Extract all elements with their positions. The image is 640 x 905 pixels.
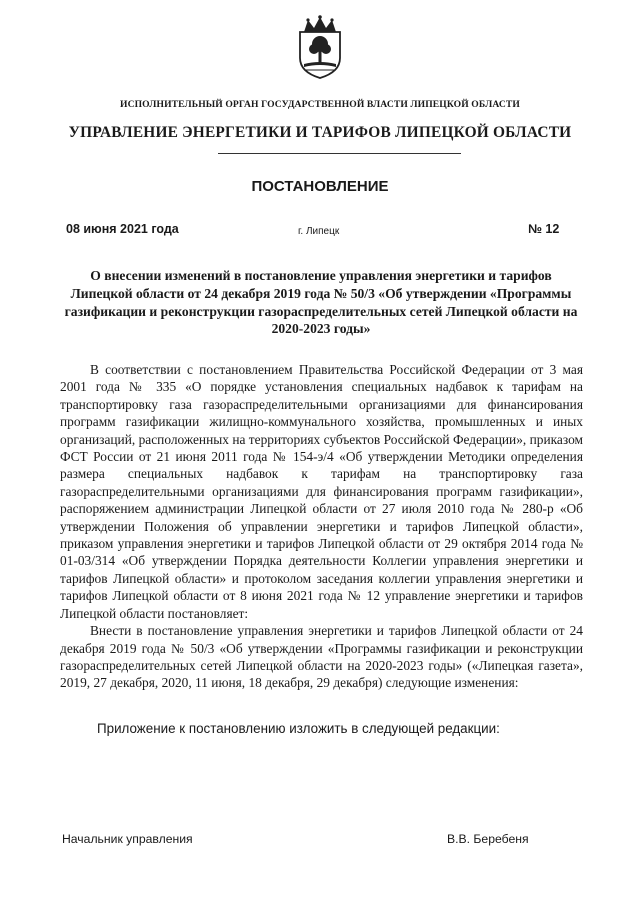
document-body (60, 361, 583, 692)
body-paragraph: В соответствии с постановлением Правительства Российской Федерации от 3 мая 2001 года № 335 «О порядке установления специальных надбавок к тарифам на транспортировку газа газораспределительными организациями для финансирования программ газификации жилищно-коммунального хозяйства, промышленных и иных организаций, расположенных на территориях субъектов Российской Федерации», приказом ФСТ России от 21 июня 2011 года № 154-э/4 «Об утверждении Методики определения размера специальных надбавок к тарифам на транспортировку газа газораспределительными организациями для финансирования программ газификации», распоряжением администрации Липецкой области от 27 июля 2010 года № 280-р «Об утверждении Положения об управлении энергетики и тарифов Липецкой области», приказом управления энергетики и тарифов Липецкой области от 29 октября 2014 года № 01-03/314 «Об утверждении Порядка деятельности Коллегии управления энергетики и тарифов Липецкой области» и протоколом заседания коллегии управления энергетики и тарифов Липецкой области от 8 июня 2021 года № 12 управление энергетики и тарифов Липецкой области постановляет: (60, 362, 583, 621)
document-city: г. Липецк (298, 226, 340, 237)
department-name: УПРАВЛЕНИЕ ЭНЕРГЕТИКИ И ТАРИФОВ ЛИПЕЦКОЙ ОБЛАСТИ (68, 124, 572, 141)
signatory-name: В.В. Беребеня (447, 832, 529, 846)
document-date: 08 июня 2021 года (66, 222, 179, 236)
authority-name: ИСПОЛНИТЕЛЬНЫЙ ОРГАН ГОСУДАРСТВЕННОЙ ВЛАСТИ ЛИПЕЦКОЙ ОБЛАСТИ (120, 99, 520, 110)
body-paragraph: Внести в постановление управления энергетики и тарифов Липецкой области от 24 декабря 2019 года № 50/3 «Об утверждении «Программы газификации и реконструкции газораспределительных сетей Липецкой области на 2020-2023 годы» («Липецкая газета», 2019, 27 декабря, 2020, 11 июня, 18 декабря, 29 декабря) следующие изменения: (60, 623, 583, 691)
header-divider (218, 153, 461, 154)
document-type: ПОСТАНОВЛЕНИЕ (251, 178, 389, 195)
document-number: № 12 (528, 222, 560, 236)
appendix-instruction: Приложение к постановлению изложить в следующей редакции: (97, 721, 500, 736)
coat-of-arms-icon (296, 14, 344, 80)
signatory-title: Начальник управления (62, 832, 193, 846)
document-subject: О внесении изменений в постановление управления энергетики и тарифов Липецкой области от 24 декабря 2019 года № 50/3 «Об утверждении «Программы газификации и реконструкции газораспределительных сетей Липецкой области на 2020-2023 годы» (64, 268, 578, 337)
